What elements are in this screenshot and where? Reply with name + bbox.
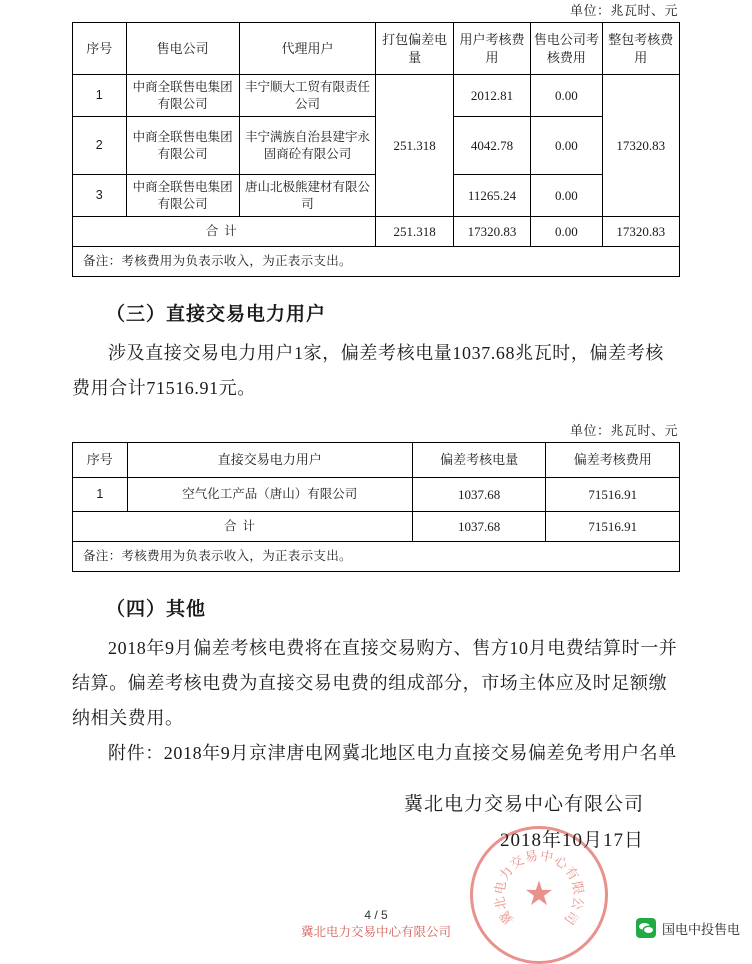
table2-total-row bbox=[73, 511, 680, 541]
table2-total-fee: 71516.91 bbox=[546, 511, 680, 541]
table2-total-label: 合计 bbox=[73, 511, 413, 541]
table2-total-qty: 1037.68 bbox=[412, 511, 546, 541]
table2-header-cell: 直接交易电力用户 bbox=[127, 443, 412, 478]
footer-watermark: 冀北电力交易中心有限公司 bbox=[300, 925, 451, 939]
section-4-title: （四）其他 bbox=[106, 598, 207, 620]
table1-cell-company: 中商全联售电集团有限公司 bbox=[126, 175, 239, 217]
wechat-icon bbox=[636, 918, 656, 938]
table1-total-package-qty: 251.318 bbox=[376, 217, 453, 247]
table1-total-user-fee: 17320.83 bbox=[453, 217, 530, 247]
table1-header-cell: 用户考核费用 bbox=[453, 23, 530, 75]
table1-cell-user-fee: 11265.24 bbox=[453, 175, 530, 217]
table-row bbox=[73, 75, 680, 117]
table1-header-row bbox=[73, 23, 680, 75]
table1-cell-user-fee: 2012.81 bbox=[453, 75, 530, 117]
signature-block bbox=[72, 787, 680, 859]
table1-total-retailer-fee: 0.00 bbox=[531, 217, 602, 247]
table1-note: 备注：考核费用为负表示收入，为正表示支出。 bbox=[73, 247, 680, 277]
section-3-title: （三）直接交易电力用户 bbox=[106, 304, 327, 326]
table2-cell-no: 1 bbox=[73, 477, 128, 511]
star-icon: ★ bbox=[523, 876, 555, 913]
table1-header-cell: 序号 bbox=[73, 23, 127, 75]
table1-cell-no: 3 bbox=[73, 175, 127, 217]
table2-note-row bbox=[73, 541, 680, 571]
retailer-deviation-table bbox=[72, 22, 680, 277]
signature-org: 冀北电力交易中心有限公司 bbox=[403, 794, 644, 816]
section-3-paragraph: 涉及直接交易电力用户1家，偏差考核电量1037.68兆瓦时，偏差考核费用合计71516.91元。 bbox=[72, 343, 664, 399]
table2-header-row bbox=[73, 443, 680, 478]
table1-total-label: 合计 bbox=[73, 217, 376, 247]
table1-cell-company: 中商全联售电集团有限公司 bbox=[126, 117, 239, 175]
table1-cell-user-fee: 4042.78 bbox=[453, 117, 530, 175]
table1-cell-no: 2 bbox=[73, 117, 127, 175]
wechat-label: 国电中投售电 bbox=[661, 921, 740, 937]
table1-header-cell: 售电公司考核费用 bbox=[531, 23, 602, 75]
table1-cell-company: 中商全联售电集团有限公司 bbox=[126, 75, 239, 117]
table1-cell-no: 1 bbox=[73, 75, 127, 117]
table1-cell-agent-user: 丰宁满族自治县建宇永固商砼有限公司 bbox=[239, 117, 376, 175]
table1-total-package-fee: 17320.83 bbox=[602, 217, 679, 247]
seal-ring-text: 冀 北 电 力 交 易 中 心 有 限 公 司 bbox=[491, 847, 587, 928]
wechat-badge bbox=[636, 918, 740, 938]
table1-cell-retailer-fee: 0.00 bbox=[531, 117, 602, 175]
table1-cell-package-fee: 17320.83 bbox=[602, 75, 679, 217]
table1-cell-agent-user: 丰宁顺大工贸有限责任公司 bbox=[239, 75, 376, 117]
table1-header-cell: 代理用户 bbox=[239, 23, 376, 75]
table1-cell-retailer-fee: 0.00 bbox=[531, 175, 602, 217]
table2-header-cell: 偏差考核电量 bbox=[412, 443, 546, 478]
signature-date: 2018年10月17日 bbox=[499, 830, 644, 852]
table2-cell-fee: 71516.91 bbox=[546, 477, 680, 511]
table2-header-cell: 偏差考核费用 bbox=[546, 443, 680, 478]
table1-cell-retailer-fee: 0.00 bbox=[531, 75, 602, 117]
table-row bbox=[73, 477, 680, 511]
section-4-paragraph-2: 附件：2018年9月京津唐电网冀北地区电力直接交易偏差免考用户名单 bbox=[108, 743, 677, 764]
table2-note: 备注：考核费用为负表示收入，为正表示支出。 bbox=[73, 541, 680, 571]
table1-header-cell: 打包偏差电量 bbox=[376, 23, 453, 75]
table2-header-cell: 序号 bbox=[73, 443, 128, 478]
page-number: 4 / 5 bbox=[364, 908, 388, 922]
table2-cell-user: 空气化工产品（唐山）有限公司 bbox=[127, 477, 412, 511]
table1-header-cell: 整包考核费用 bbox=[602, 23, 679, 75]
direct-trade-user-table bbox=[72, 442, 680, 572]
table1-unit-label: 单位：兆瓦时、元 bbox=[569, 3, 678, 18]
table1-cell-package-qty: 251.318 bbox=[376, 75, 453, 217]
section-4-paragraph-1: 2018年9月偏差考核电费将在直接交易购方、售方10月电费结算时一并结算。偏差考核电费为直接交易电费的组成部分，市场主体应及时足额缴纳相关费用。 bbox=[72, 637, 678, 729]
table1-total-row bbox=[73, 217, 680, 247]
table2-cell-qty: 1037.68 bbox=[412, 477, 546, 511]
table1-cell-agent-user: 唐山北极熊建材有限公司 bbox=[239, 175, 376, 217]
table2-unit-label: 单位：兆瓦时、元 bbox=[569, 423, 678, 439]
table1-header-cell: 售电公司 bbox=[126, 23, 239, 75]
table1-note-row bbox=[73, 247, 680, 277]
